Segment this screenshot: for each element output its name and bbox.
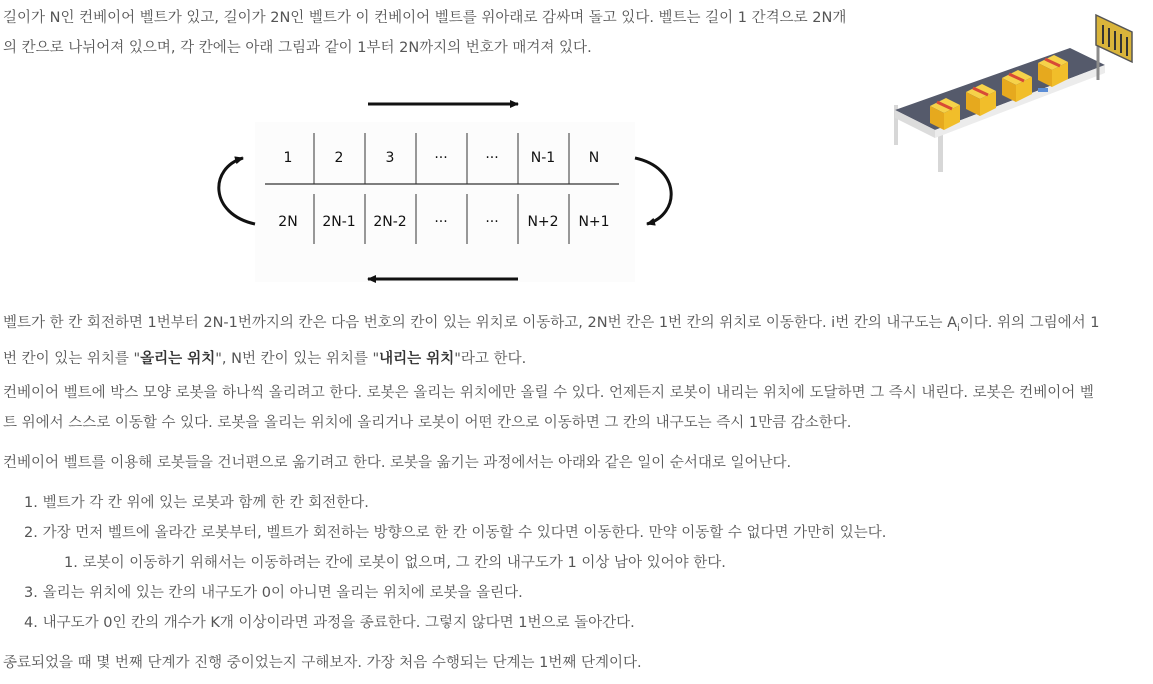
step-number: 2. bbox=[24, 525, 38, 541]
top-cell-label: 2 bbox=[334, 150, 344, 166]
top-cell-label: 3 bbox=[385, 150, 395, 166]
robots-line-1: 컨베이어 벨트에 박스 모양 로봇을 하나씩 올리려고 한다. 로봇은 올리는 위치에만 올릴 수 있다. 언제든지 로봇이 내리는 위치에 도달하면 그 즉시 내린다. 로봇은 컨베이어 벨 bbox=[3, 385, 1094, 401]
steps-list bbox=[24, 488, 1134, 638]
bold-term-load-position: 올리는 위치 bbox=[140, 350, 216, 367]
rotation-text: ", N번 칸이 있는 위치를 " bbox=[215, 350, 380, 367]
belt-diagram bbox=[215, 90, 675, 295]
top-cell-label: 1 bbox=[283, 150, 293, 166]
top-cell-label: ··· bbox=[485, 150, 499, 166]
robots-paragraph bbox=[3, 378, 1143, 438]
top-cell-label: N-1 bbox=[530, 150, 556, 166]
step-number: 4. bbox=[24, 615, 38, 631]
list-item bbox=[24, 578, 1134, 608]
bottom-cell-label: ··· bbox=[434, 214, 448, 230]
bottom-cell-label: ··· bbox=[485, 214, 499, 230]
substeps-list bbox=[24, 548, 1134, 578]
list-item bbox=[24, 518, 1134, 578]
intro-paragraph bbox=[3, 3, 883, 63]
step-text: 올리는 위치에 있는 칸의 내구도가 0이 아니면 올리는 위치에 로봇을 올린다. bbox=[42, 585, 523, 601]
step-text: 가장 먼저 벨트에 올라간 로봇부터, 벨트가 회전하는 방향으로 한 칸 이동할 수 있다면 이동한다. 만약 이동할 수 없다면 가만히 있는다. bbox=[42, 525, 887, 541]
bottom-cell-label: N+2 bbox=[527, 214, 559, 230]
conveyor-illustration bbox=[890, 10, 1140, 175]
robots-line-2: 트 위에서 스스로 이동할 수 있다. 로봇을 올리는 위치에 올리거나 로봇이 어떤 칸으로 이동하면 그 칸의 내구도는 즉시 1만큼 감소한다. bbox=[3, 415, 852, 431]
bottom-cell-label: 2N bbox=[278, 214, 298, 230]
subscript-i: i bbox=[957, 322, 960, 334]
conveyor-sensor-light bbox=[1038, 88, 1048, 92]
conveyor-belt-surface bbox=[895, 48, 1105, 130]
list-item bbox=[24, 488, 1134, 518]
rotation-text: "라고 한다. bbox=[454, 350, 527, 367]
diagram-background bbox=[255, 122, 635, 282]
step-number: 1. bbox=[24, 495, 38, 511]
rotation-paragraph bbox=[3, 308, 1143, 374]
right-curved-arrow bbox=[635, 158, 671, 224]
rotation-text: 벨트가 한 칸 회전하면 1번부터 2N-1번까지의 칸은 다음 번호의 칸이 있는 위치로 이동하고, 2N번 칸은 1번 칸의 위치로 이동한다. i번 칸의 내구도는 A bbox=[3, 315, 957, 331]
step-text: 벨트가 각 칸 위에 있는 로봇과 함께 한 칸 회전한다. bbox=[42, 495, 369, 511]
bold-term-unload-position: 내리는 위치 bbox=[379, 350, 455, 367]
rotation-text: 이다. 위의 그림에서 1 bbox=[959, 315, 1100, 331]
left-curved-arrow bbox=[219, 158, 255, 224]
step-number: 1. bbox=[64, 555, 78, 571]
bottom-cell-label: N+1 bbox=[578, 214, 610, 230]
step-text: 로봇이 이동하기 위해서는 이동하려는 칸에 로봇이 없으며, 그 칸의 내구도가 1 이상 남아 있어야 한다. bbox=[82, 555, 726, 571]
final-paragraph: 종료되었을 때 몇 번째 단계가 진행 중이었는지 구해보자. 가장 처음 수행되는 단계는 1번째 단계이다. bbox=[3, 655, 642, 671]
top-cell-label: N bbox=[588, 150, 600, 166]
step-number: 3. bbox=[24, 585, 38, 601]
process-paragraph: 컨베이어 벨트를 이용해 로봇들을 건너편으로 옮기려고 한다. 로봇을 옮기는 과정에서는 아래와 같은 일이 순서대로 일어난다. bbox=[3, 455, 792, 471]
top-cell-label: ··· bbox=[434, 150, 448, 166]
intro-line-2: 의 칸으로 나뉘어져 있으며, 각 칸에는 아래 그림과 같이 1부터 2N까지의 번호가 매겨져 있다. bbox=[3, 40, 592, 56]
rotation-text: 번 칸이 있는 위치를 " bbox=[3, 350, 141, 367]
intro-line-1: 길이가 N인 컨베이어 벨트가 있고, 길이가 2N인 벨트가 이 컨베이어 벨트를 위아래로 감싸며 돌고 있다. 벨트는 길이 1 간격으로 2N개 bbox=[3, 10, 847, 26]
list-item bbox=[24, 608, 1134, 638]
bottom-cell-label: 2N-2 bbox=[373, 214, 407, 230]
step-text: 내구도가 0인 칸의 개수가 K개 이상이라면 과정을 종료한다. 그렇지 않다면 1번으로 돌아간다. bbox=[42, 615, 635, 631]
bottom-cell-label: 2N-1 bbox=[322, 214, 356, 230]
list-item bbox=[64, 548, 1134, 578]
